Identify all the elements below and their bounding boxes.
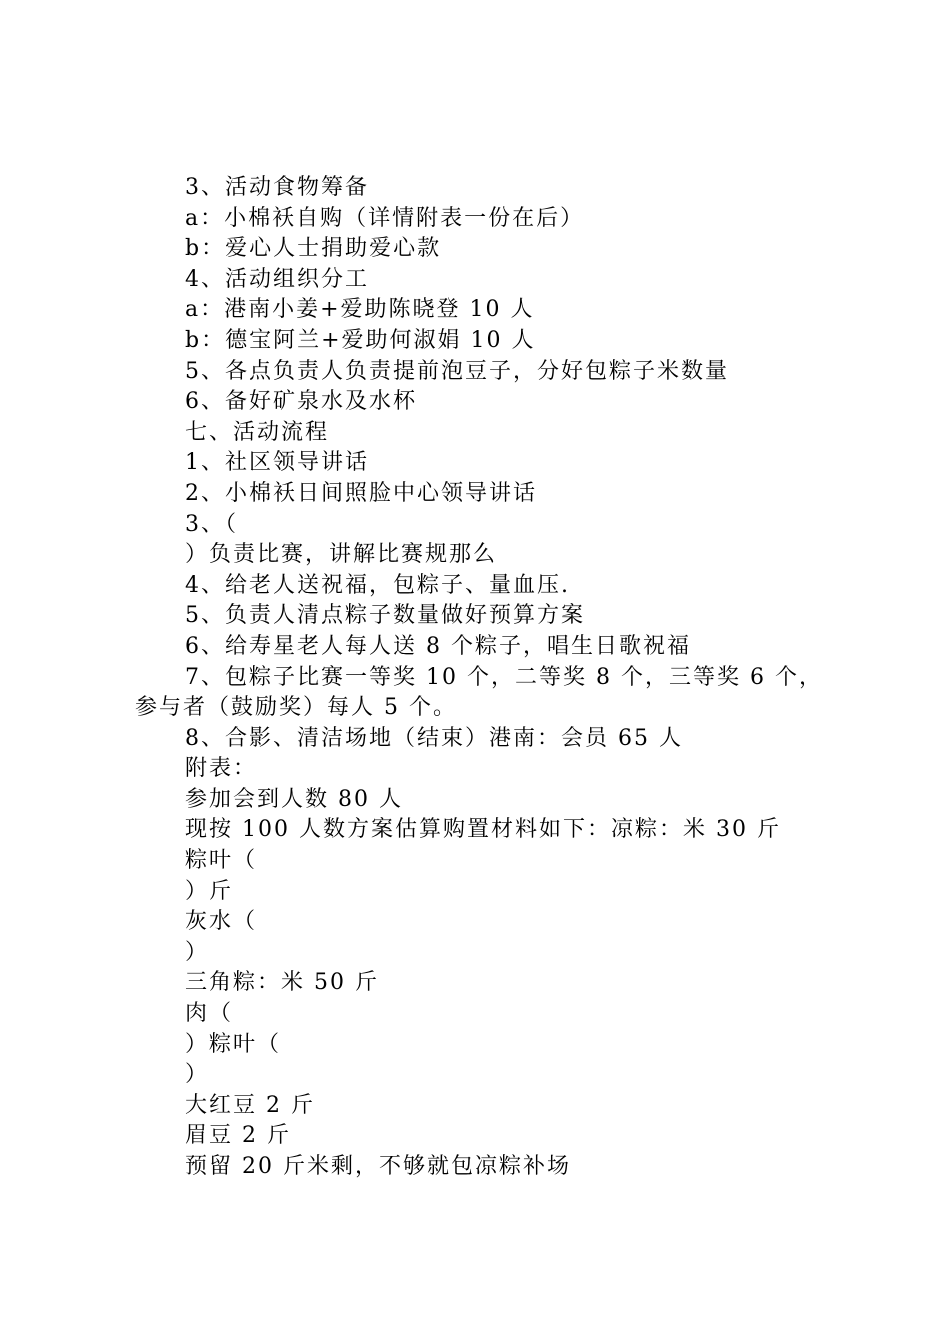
text-line: 大红豆 2 斤 <box>185 1092 315 1118</box>
text-line: 7、包粽子比赛一等奖 10 个，二等奖 8 个，三等奖 6 个， <box>185 664 823 690</box>
text-line: 8、合影、清洁场地（结束）港南：会员 65 人 <box>185 725 683 751</box>
text-line: 6、备好矿泉水及水杯 <box>185 389 417 415</box>
appendix-heading: 附表： <box>185 756 258 782</box>
text-line: a：小棉袄自购（详情附表一份在后） <box>185 205 585 231</box>
text-line: 5、负责人清点粽子数量做好预算方案 <box>185 603 585 629</box>
text-line: 2、小棉袄日间照脸中心领导讲话 <box>185 480 537 506</box>
document-body <box>135 173 823 1183</box>
text-line-continuation: 参与者（鼓励奖）每人 5 个。 <box>135 695 457 721</box>
text-line: 参加会到人数 80 人 <box>185 786 403 812</box>
text-line: b：爱心人士捐助爱心款 <box>185 236 442 262</box>
text-line: 眉豆 2 斤 <box>185 1123 291 1149</box>
text-line: 3、活动食物筹备 <box>185 175 369 200</box>
text-line: ）斤 <box>185 878 234 904</box>
text-line: a：港南小姜+爱助陈晓登 10 人 <box>185 297 535 323</box>
text-line: ）粽叶（ <box>185 1031 282 1057</box>
text-line: 4、活动组织分工 <box>185 266 369 292</box>
section-heading: 七、活动流程 <box>185 419 330 445</box>
text-line: 灰水（ <box>185 909 258 935</box>
text-line: 6、给寿星老人每人送 8 个粽子，唱生日歌祝福 <box>185 633 691 659</box>
text-line: 5、各点负责人负责提前泡豆子，分好包粽子米数量 <box>185 358 729 384</box>
text-line: 三角粽：米 50 斤 <box>185 970 379 996</box>
text-line: 1、社区领导讲话 <box>185 450 369 476</box>
text-line: 粽叶（ <box>185 848 258 874</box>
text-line: ）负责比赛，讲解比赛规那么 <box>185 542 498 568</box>
text-line: ） <box>185 939 210 965</box>
text-line: 肉（ <box>185 1001 234 1027</box>
text-line: ） <box>185 1062 210 1088</box>
text-line: 4、给老人送祝福，包粽子、量血压. <box>185 572 570 598</box>
text-line: 预留 20 斤米剩，不够就包凉粽补场 <box>185 1154 571 1179</box>
text-line: b：德宝阿兰+爱助何淑娟 10 人 <box>185 327 536 353</box>
text-line: 现按 100 人数方案估算购置材料如下：凉粽：米 30 斤 <box>185 817 781 843</box>
text-line: 3、（ <box>185 511 238 537</box>
